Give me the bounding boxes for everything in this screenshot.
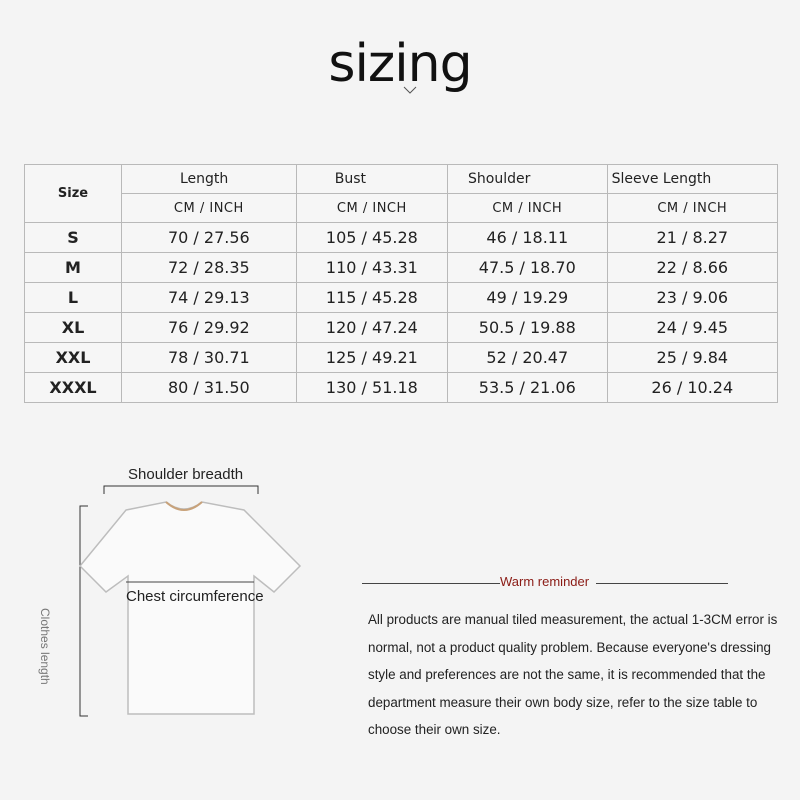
size-cell: M <box>25 253 122 283</box>
measurement-cell: 74 / 29.13 <box>122 283 297 313</box>
column-header-length: Length <box>122 165 297 194</box>
measurement-cell: 49 / 19.29 <box>448 283 608 313</box>
size-cell: XL <box>25 313 122 343</box>
measurement-cell: 125 / 49.21 <box>296 343 447 373</box>
measurement-cell: 50.5 / 19.88 <box>448 313 608 343</box>
shoulder-breadth-label: Shoulder breadth <box>128 466 244 483</box>
chest-circumference-label: Chest circumference <box>126 588 264 605</box>
measurement-cell: 105 / 45.28 <box>296 223 447 253</box>
measurement-cell: 52 / 20.47 <box>448 343 608 373</box>
measurement-cell: 80 / 31.50 <box>122 373 297 403</box>
table-row <box>25 373 778 403</box>
reminder-title: Warm reminder <box>500 574 590 589</box>
table-row <box>25 283 778 313</box>
size-cell: XXXL <box>25 373 122 403</box>
table-row <box>25 343 778 373</box>
size-cell: L <box>25 283 122 313</box>
measurement-cell: 24 / 9.45 <box>607 313 777 343</box>
unit-label: CM / INCH <box>122 194 297 223</box>
measurement-cell: 23 / 9.06 <box>607 283 777 313</box>
size-cell: S <box>25 223 122 253</box>
measurement-cell: 120 / 47.24 <box>296 313 447 343</box>
unit-label: CM / INCH <box>296 194 447 223</box>
measurement-cell: 130 / 51.18 <box>296 373 447 403</box>
measurement-cell: 53.5 / 21.06 <box>448 373 608 403</box>
size-cell: XXL <box>25 343 122 373</box>
table-row <box>25 223 778 253</box>
column-header-shoulder: Shoulder <box>448 165 608 194</box>
table-unit-row <box>25 194 778 223</box>
unit-label: CM / INCH <box>448 194 608 223</box>
column-header-bust: Bust <box>296 165 447 194</box>
reminder-text: All products are manual tiled measurement, the actual 1-3CM error is normal, not a product quality problem. Because everyone's dressing style and preferences are not the same, it is recommended that the department measure their own body size, refer to the size table to choose their own size. <box>368 612 778 737</box>
warm-reminder <box>360 574 780 744</box>
reminder-heading <box>360 574 780 592</box>
table-header-row <box>25 165 778 194</box>
measurement-cell: 21 / 8.27 <box>607 223 777 253</box>
measurement-cell: 70 / 27.56 <box>122 223 297 253</box>
measurement-cell: 78 / 30.71 <box>122 343 297 373</box>
measurement-cell: 25 / 9.84 <box>607 343 777 373</box>
clothes-length-label: Clothes length <box>38 608 52 685</box>
page-title: sizing <box>328 34 472 94</box>
measurement-cell: 46 / 18.11 <box>448 223 608 253</box>
measurement-cell: 72 / 28.35 <box>122 253 297 283</box>
size-table <box>24 164 778 403</box>
measurement-cell: 110 / 43.31 <box>296 253 447 283</box>
measurement-cell: 76 / 29.92 <box>122 313 297 343</box>
measurement-cell: 22 / 8.66 <box>607 253 777 283</box>
measurement-cell: 26 / 10.24 <box>607 373 777 403</box>
divider <box>362 583 500 584</box>
divider <box>596 583 728 584</box>
table-row <box>25 313 778 343</box>
column-header-sleeve-length: Sleeve Length <box>607 165 777 194</box>
measurement-cell: 47.5 / 18.70 <box>448 253 608 283</box>
chevron-down-icon <box>403 86 417 94</box>
unit-label: CM / INCH <box>607 194 777 223</box>
size-column-header: Size <box>25 165 122 223</box>
table-row <box>25 253 778 283</box>
measurement-cell: 115 / 45.28 <box>296 283 447 313</box>
tshirt-diagram <box>38 458 320 728</box>
